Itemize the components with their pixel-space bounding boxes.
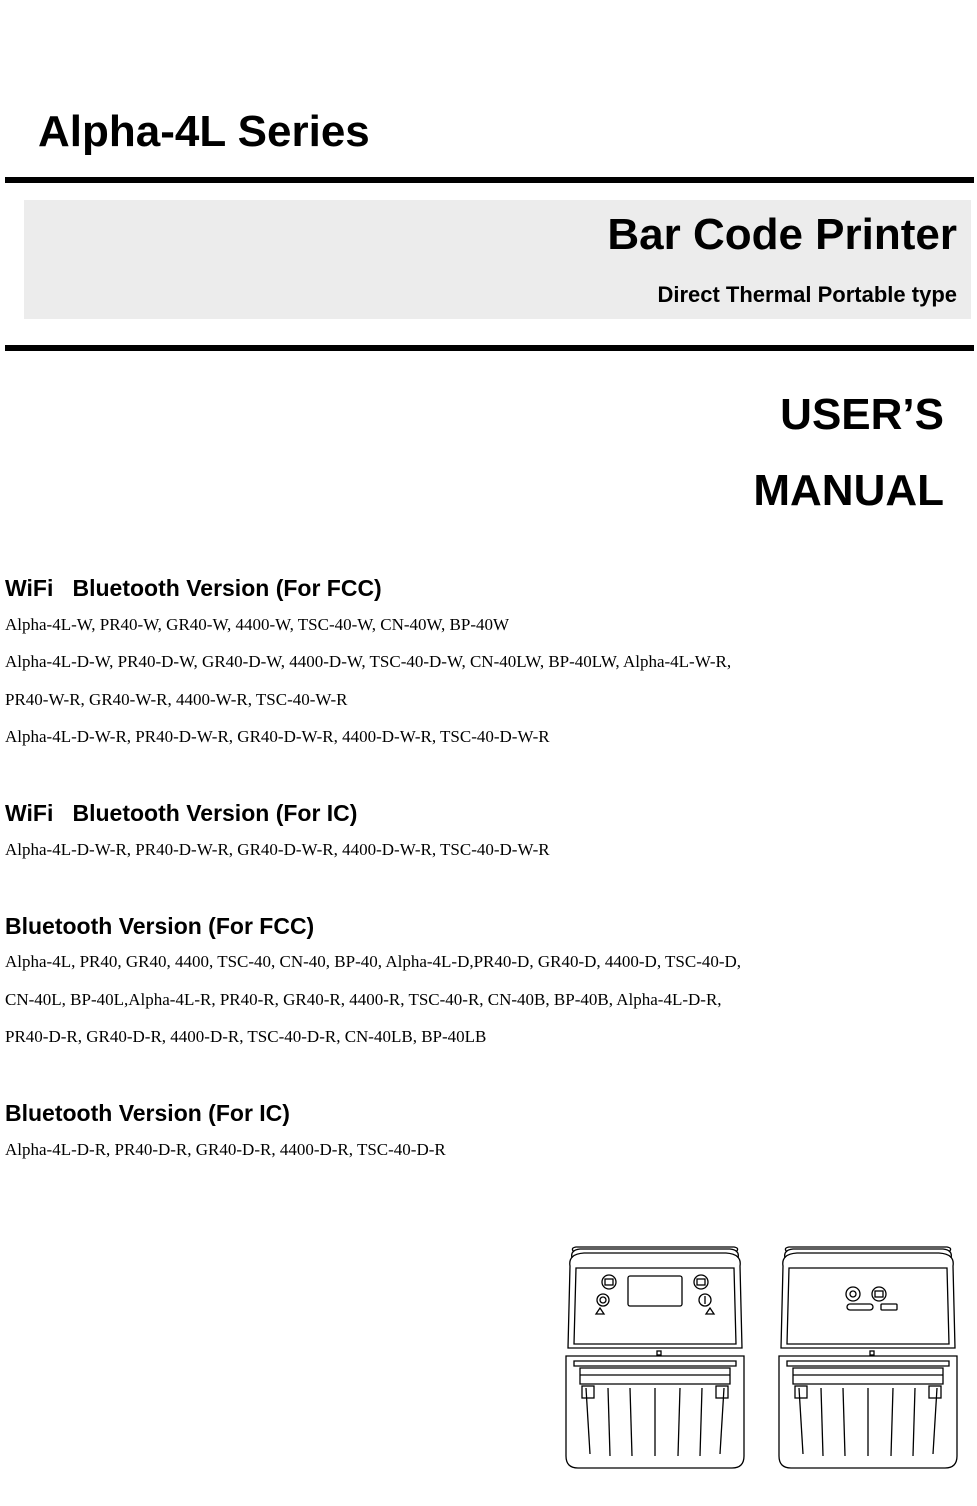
model-line: PR40-W-R, GR40-W-R, 4400-W-R, TSC-40-W-R <box>5 690 348 709</box>
manual-title-line-2: MANUAL <box>753 466 944 515</box>
model-line: Alpha-4L-D-W, PR40-D-W, GR40-D-W, 4400-D-W, TSC-40-D-W, CN-40LW, BP-40LW, Alpha-4L-W-R, <box>5 652 732 671</box>
product-title: Bar Code Printer <box>607 210 957 259</box>
section-heading-wifi-bt-fcc: WiFi Bluetooth Version (For FCC) <box>5 575 382 601</box>
manual-title-line-1: USER’S <box>780 390 944 439</box>
top-divider <box>5 177 974 183</box>
model-line: Alpha-4L-D-W-R, PR40-D-W-R, GR40-D-W-R, 4400-D-W-R, TSC-40-D-W-R <box>5 727 550 746</box>
printer-lcd-model-icon <box>560 1244 750 1472</box>
series-title: Alpha-4L Series <box>38 107 370 156</box>
model-line: CN-40L, BP-40L,Alpha-4L-R, PR40-R, GR40-R, 4400-R, TSC-40-R, CN-40B, BP-40B, Alpha-4L-D-R, <box>5 990 722 1009</box>
users-manual-title <box>753 377 944 529</box>
product-type: Direct Thermal Portable type <box>657 282 957 307</box>
model-line: Alpha-4L-W, PR40-W, GR40-W, 4400-W, TSC-40-W, CN-40W, BP-40W <box>5 615 510 634</box>
printer-button-model-icon <box>773 1244 963 1472</box>
section-heading-wifi-bt-ic: WiFi Bluetooth Version (For IC) <box>5 800 358 826</box>
product-banner <box>24 200 971 319</box>
section-heading-bt-fcc: Bluetooth Version (For FCC) <box>5 913 315 939</box>
bottom-divider <box>5 345 974 351</box>
section-heading-bt-ic: Bluetooth Version (For IC) <box>5 1100 290 1126</box>
model-line: Alpha-4L, PR40, GR40, 4400, TSC-40, CN-40, BP-40, Alpha-4L-D,PR40-D, GR40-D, 4400-D, TSC-40-D, <box>5 952 742 971</box>
model-line: Alpha-4L-D-W-R, PR40-D-W-R, GR40-D-W-R, 4400-D-W-R, TSC-40-D-W-R <box>5 840 550 859</box>
model-line: Alpha-4L-D-R, PR40-D-R, GR40-D-R, 4400-D-R, TSC-40-D-R <box>5 1140 446 1159</box>
model-line: PR40-D-R, GR40-D-R, 4400-D-R, TSC-40-D-R, CN-40LB, BP-40LB <box>5 1027 487 1046</box>
